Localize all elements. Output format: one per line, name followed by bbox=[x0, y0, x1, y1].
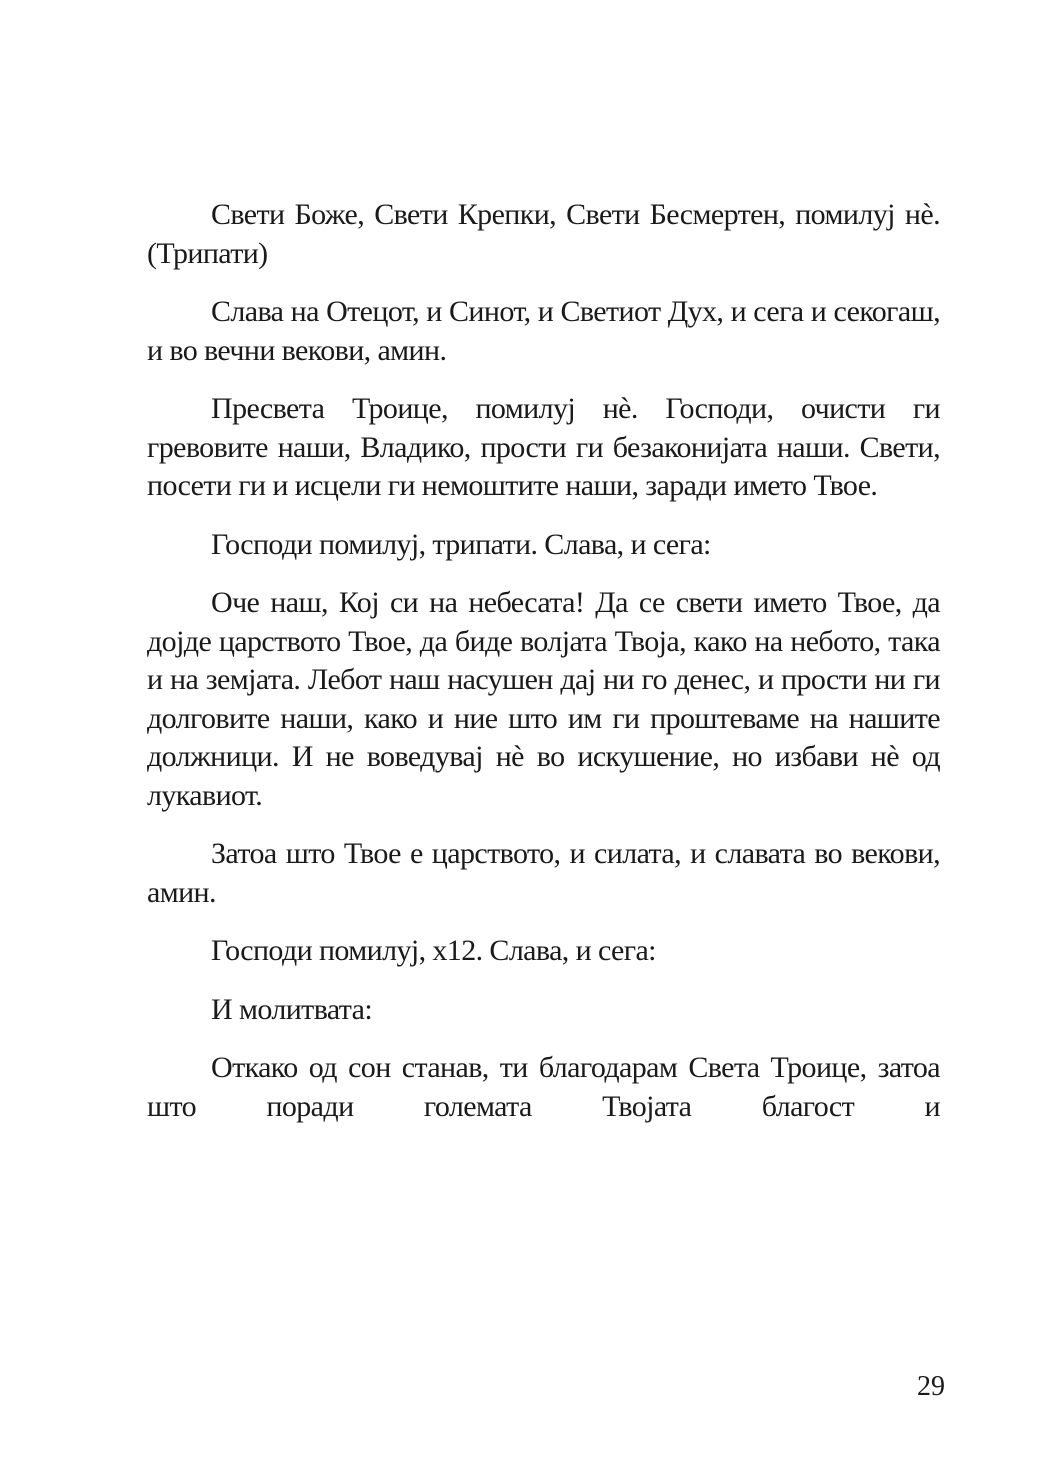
paragraph-glory: Слава на Отецот, и Синот, и Светиот Дух, и сега и секогаш, и во вечни векови, амин. bbox=[147, 295, 940, 367]
paragraph-trisagion: Свети Боже, Свети Крепки, Свети Бесмертен, помилуј нѐ. (Трипати) bbox=[147, 198, 940, 270]
paragraph-and-the-prayer: И молитвата: bbox=[211, 992, 373, 1026]
paragraph-lord-have-mercy-thrice: Господи помилуј, трипати. Слава, и сега: bbox=[211, 527, 711, 561]
paragraph-our-father: Оче наш, Кој си на небесата! Да се свети името Твое, да дојде царството Твое, да биде волјата Твоја, како на небото, така и на земјата. Лебот наш насушен дај ни го денес, и прости ни ги долговите наши, како и ние што им ги проштеваме на нашите должници. И не воведувај нѐ во искушение, но избави нѐ од лукавиот. bbox=[147, 586, 940, 812]
page-number: 29 bbox=[917, 1371, 945, 1402]
paragraph-morning-prayer: Откако од сон станав, ти благодарам Света Троице, затоа што поради големата Твојата благост и bbox=[147, 1051, 940, 1123]
paragraph-holy-trinity: Пресвета Троице, помилуј нѐ. Господи, очисти ги гревовите наши, Владико, прости ги безаконијата наши. Свети, посети ги и исцели ги немоштите наши, заради името Твое. bbox=[147, 392, 940, 502]
paragraph-doxology: Затоа што Твое е царството, и силата, и славата во векови, амин. bbox=[147, 837, 940, 909]
body-text bbox=[147, 196, 940, 1146]
paragraph-lord-have-mercy-x12: Господи помилуј, х12. Слава, и сега: bbox=[211, 934, 656, 967]
